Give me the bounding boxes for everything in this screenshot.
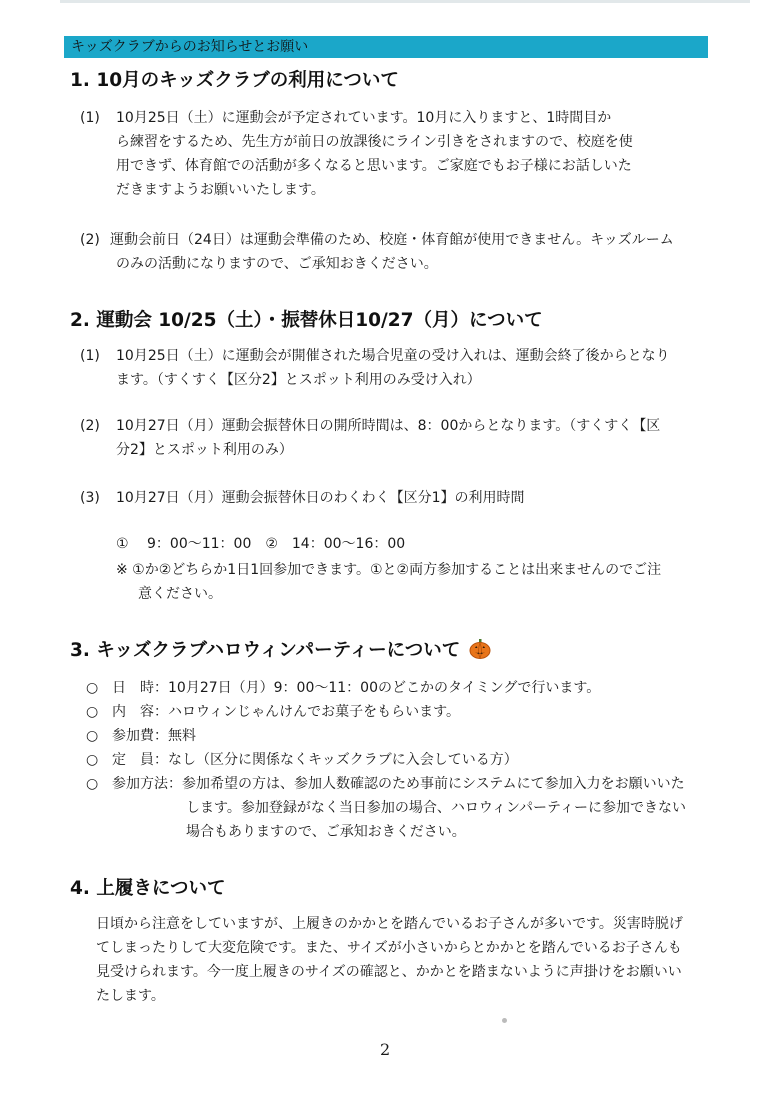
para-mark: (1) — [80, 110, 100, 126]
section-banner: キッズクラブからのお知らせとお願い — [64, 36, 708, 58]
section-2-heading: 2. 運動会 10/25（土）・振替休日10/27（月）について — [70, 310, 543, 331]
para-mark: (3) — [80, 490, 100, 506]
para-line: だきますようお願いいたします。 — [116, 182, 325, 198]
section-3-heading-text: 3. キッズクラブハロウィンパーティーについて — [70, 640, 461, 661]
party-item-text: 参加方法：参加希望の方は、参加人数確認のため事前にシステムにて参加入力をお願いいた — [112, 776, 685, 792]
body-line: 見受けられます。今一度上履きのサイズの確認と、かかとを踏まないように声掛けをお願いい — [96, 964, 682, 980]
para-mark: (1) — [80, 348, 100, 364]
top-edge-line — [60, 0, 750, 3]
section-3-heading — [70, 638, 491, 664]
note-line: 意ください。 — [138, 586, 222, 602]
body-line: 日頃から注意をしていますが、上履きのかかとを踏んでいるお子さんが多いです。災害時脱げ — [96, 916, 683, 932]
para-line: ます。（すくすく【区分2】とスポット利用のみ受け入れ） — [116, 372, 481, 388]
para-line: 10月27日（月）運動会振替休日のわくわく【区分1】の利用時間 — [116, 490, 525, 506]
party-item-text: 参加費：無料 — [112, 728, 196, 744]
party-item-continuation — [186, 796, 686, 844]
bullet-circle: ○ — [86, 704, 99, 720]
bullet-circle: ○ — [86, 752, 99, 768]
body-line: たします。 — [96, 988, 165, 1004]
para-line: 10月27日（月）運動会振替休日の開所時間は、8：00からとなります。（すくすく【区 — [116, 418, 661, 434]
party-item — [86, 748, 518, 772]
continuation-line: します。参加登録がなく当日参加の場合、ハロウィンパーティーに参加できない — [186, 800, 686, 816]
para-mark: (2) — [80, 418, 100, 434]
party-item-text: 日 時：10月27日（月）9：00～11：00のどこかのタイミングで行います。 — [112, 680, 601, 696]
attendance-note — [116, 558, 661, 606]
party-item — [86, 772, 685, 796]
bullet-circle: ○ — [86, 680, 99, 696]
para-line: 運動会前日（24日）は運動会準備のため、校庭・体育館が使用できません。キッズルーム — [110, 232, 674, 248]
party-item — [86, 676, 600, 700]
section-4-body — [96, 912, 683, 1008]
para-line: 10月25日（土）に運動会が開催された場合児童の受け入れは、運動会終了後からとなり — [116, 348, 670, 364]
party-item-text: 内 容：ハロウィンじゃんけんでお菓子をもらいます。 — [112, 704, 461, 720]
para-line: 分2】とスポット利用のみ） — [116, 442, 293, 458]
para-line: 10月25日（土）に運動会が予定されています。10月に入りますと、1時間目か — [116, 110, 612, 126]
body-line: てしまったりして大変危険です。また、サイズが小さいからとかかとを踏んでいるお子さんも — [96, 940, 682, 956]
party-item — [86, 724, 196, 748]
party-item-text: 定 員：なし（区分に関係なくキッズクラブに入会している方） — [112, 752, 518, 768]
note-line: ※ ①か②どちらか1日1回参加できます。①と②両方参加することは出来ませんのでご注 — [116, 562, 662, 578]
party-item — [86, 700, 460, 724]
bullet-circle: ○ — [86, 728, 99, 744]
continuation-line: 場合もありますので、ご承知おきください。 — [186, 824, 466, 840]
para-mark: (2) — [80, 232, 100, 248]
pumpkin-icon — [469, 639, 491, 659]
para-line: ら練習をするため、先生方が前日の放課後にライン引きをされますので、校庭を使 — [116, 134, 633, 150]
para-line: 用できず、体育館での活動が多くなると思います。ご家庭でもお子様にお話しいた — [116, 158, 632, 174]
section-4-heading: 4. 上履きについて — [70, 878, 226, 899]
para-line: のみの活動になりますので、ご承知おきください。 — [116, 256, 438, 272]
scan-speck — [502, 1018, 507, 1023]
page-number: 2 — [380, 1040, 391, 1059]
time-slots: ① 9：00～11：00 ② 14：00～16：00 — [116, 536, 406, 552]
bullet-circle: ○ — [86, 776, 99, 792]
section-1-heading: 1. 10月のキッズクラブの利用について — [70, 70, 399, 91]
